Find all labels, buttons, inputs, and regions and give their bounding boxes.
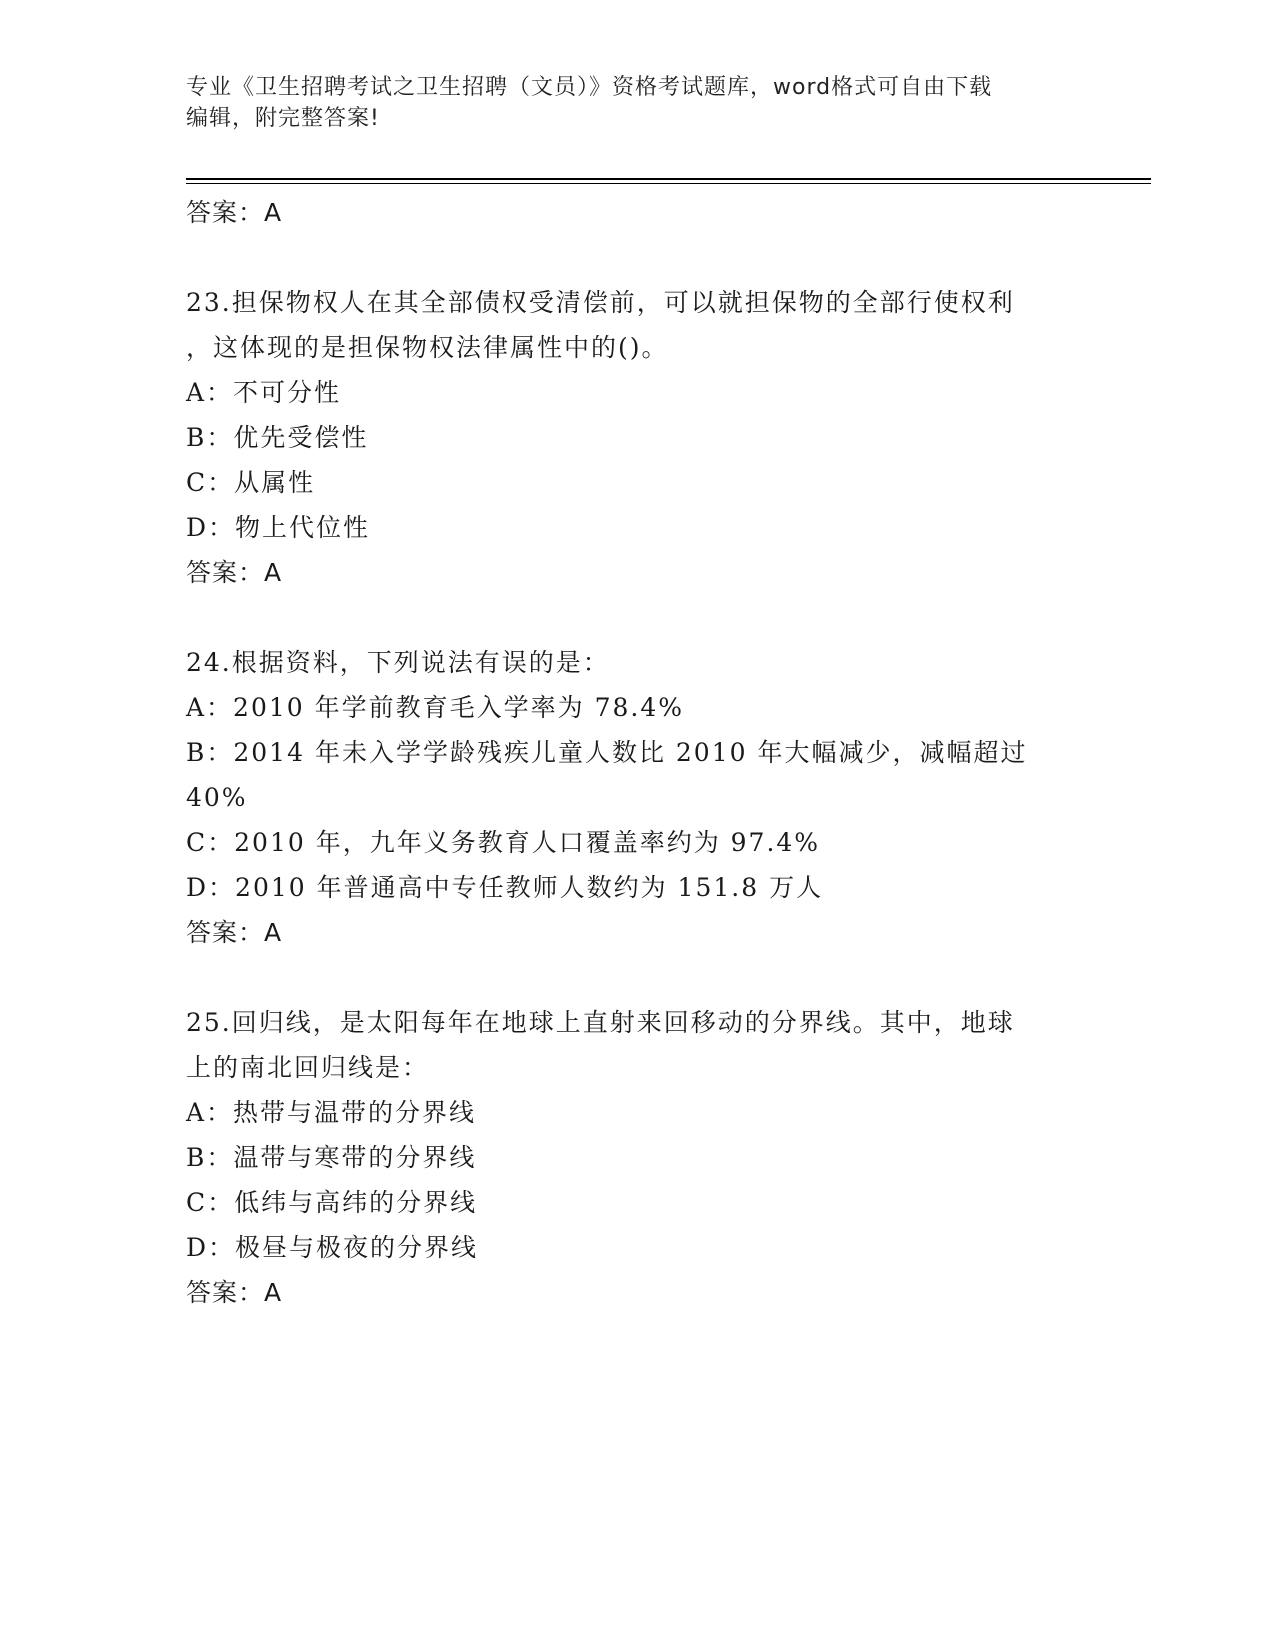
header-divider-thick: [186, 178, 1151, 180]
spacer: [186, 235, 1086, 280]
option-a: A：不可分性: [186, 378, 342, 407]
option-b: B：温带与寒带的分界线: [186, 1143, 477, 1172]
header-line-1: 专业《卫生招聘考试之卫生招聘（文员）》资格考试题库，word格式可自由下载: [186, 75, 993, 100]
spacer: [186, 955, 1086, 1000]
option-c: C：从属性: [186, 468, 316, 497]
option-d: D：极昼与极夜的分界线: [186, 1233, 479, 1262]
answer: 答案：A: [186, 558, 283, 587]
option-b-continued: 40%: [186, 783, 248, 812]
option-b: B：优先受偿性: [186, 423, 369, 452]
option-d: D：物上代位性: [186, 513, 371, 542]
option-a: A：热带与温带的分界线: [186, 1098, 477, 1127]
question-content: [186, 190, 1086, 1315]
document-header: [186, 72, 1086, 134]
question-stem-line: 25.回归线，是太阳每年在地球上直射来回移动的分界线。其中，地球: [186, 1008, 1015, 1037]
answer: 答案：A: [186, 1278, 283, 1307]
question-23: [186, 280, 1086, 595]
spacer: [186, 595, 1086, 640]
previous-answer: 答案：A: [186, 198, 283, 227]
question-stem-line: 24.根据资料，下列说法有误的是：: [186, 648, 610, 677]
question-25: [186, 1000, 1086, 1315]
question-stem-line: 23.担保物权人在其全部债权受清偿前，可以就担保物的全部行使权利: [186, 288, 1015, 317]
question-stem-line: 上的南北回归线是：: [186, 1053, 430, 1082]
header-divider-thin: [186, 183, 1151, 184]
answer: 答案：A: [186, 918, 283, 947]
option-a: A：2010 年学前教育毛入学率为 78.4%: [186, 693, 684, 722]
option-c: C：2010 年，九年义务教育人口覆盖率约为 97.4%: [186, 828, 821, 857]
question-24: [186, 640, 1086, 955]
option-c: C：低纬与高纬的分界线: [186, 1188, 478, 1217]
option-b: B：2014 年未入学学龄残疾儿童人数比 2010 年大幅减少，减幅超过: [186, 738, 1028, 767]
option-d: D：2010 年普通高中专任教师人数约为 151.8 万人: [186, 873, 824, 902]
header-line-2: 编辑，附完整答案!: [186, 106, 380, 131]
question-stem-line: ，这体现的是担保物权法律属性中的()。: [186, 333, 669, 362]
